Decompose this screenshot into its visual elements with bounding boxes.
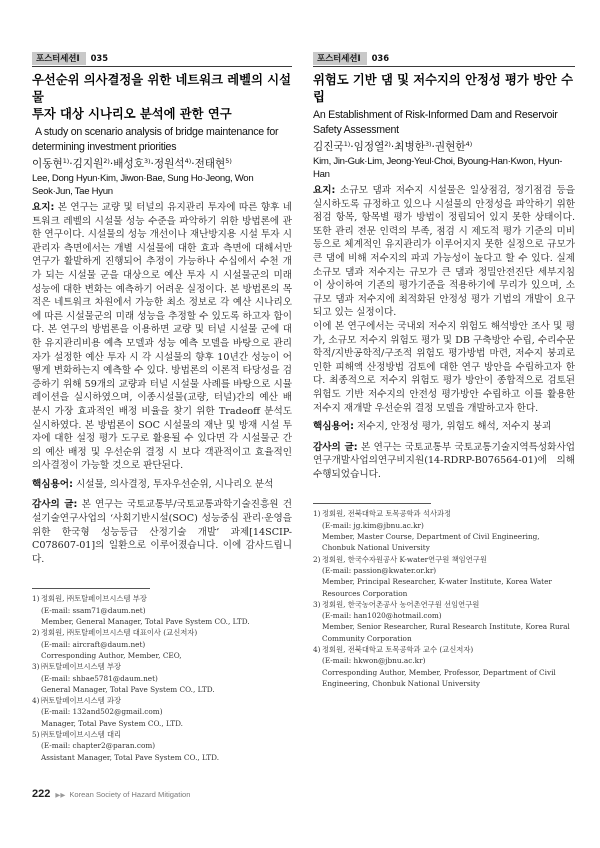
abstract <box>313 184 575 415</box>
session-label: 포스터세션Ⅰ <box>32 52 86 65</box>
footnote <box>32 695 292 729</box>
footnote-email: (E-mail: jg.kim@jbnu.ac.kr) <box>322 520 424 530</box>
article-title-korean <box>313 72 575 106</box>
acknowledgement <box>32 498 292 566</box>
abstract <box>32 201 292 473</box>
author-separator: · <box>390 141 395 153</box>
author-note-mark: 2) <box>103 157 110 165</box>
footnote-body <box>41 593 292 627</box>
article-035 <box>32 52 292 763</box>
article-title-english <box>313 108 575 138</box>
author-list-korean <box>32 157 292 172</box>
footnote-affiliation-english: Corresponding Author, Member, CEO, <box>41 650 182 660</box>
footnote-mark: 2) <box>313 554 321 564</box>
article-number: 036 <box>371 53 390 63</box>
acknowledgement-label: 감사의 글: <box>32 499 78 511</box>
footnote <box>313 599 575 644</box>
keywords <box>32 478 292 492</box>
session-header <box>32 52 292 67</box>
author-name: 김지원 <box>72 158 104 170</box>
title-line: A study on scenario analysis of bridge maintenance for <box>35 126 279 138</box>
footnote-email: (E-mail: passion@kwater.or.kr) <box>322 565 437 575</box>
footnote-mark: 4) <box>313 645 321 655</box>
footnote-affiliation-english: Corresponding Author, Member, Professor, Department of Civil Engineering, Chonbuk National University <box>322 667 556 688</box>
footnotes <box>32 593 292 762</box>
footnote-body <box>41 627 292 661</box>
footnote-mark: 3) <box>32 662 40 672</box>
keywords-label: 핵심용어: <box>313 421 354 433</box>
footnote-divider <box>313 503 431 504</box>
footnote-body <box>322 554 575 599</box>
footnote-affiliation-korean: ㈜토탈페이브시스템 과장 <box>41 696 122 706</box>
footnote-affiliation-english: Member, Master Course, Department of Civil Engineering, Chonbuk National University <box>322 532 540 553</box>
footnote <box>32 729 292 763</box>
footnote-affiliation-english: Manager, Total Pave System CO., LTD. <box>41 718 183 728</box>
footnote-affiliation-korean: 정회원, 한국수자원공사 K-water연구원 책임연구원 <box>322 554 487 564</box>
footnote <box>32 661 292 695</box>
author-name: 김진국 <box>313 141 344 153</box>
footnote-mark: 1) <box>313 509 321 519</box>
author-note-mark: 3) <box>424 140 432 148</box>
footnote-email: (E-mail: 132and502@gmail.com) <box>41 707 163 717</box>
double-arrow-icon: ▶▶ <box>55 791 66 799</box>
abstract-paragraph <box>32 201 292 473</box>
title-line: Safety Assessment <box>313 124 399 136</box>
title-line: 위험도 기반 댐 및 저수지의 안정성 평가 방안 수립 <box>313 73 573 104</box>
footnote-affiliation-korean: 정회원, 전북대학교 토목공학과 석사과정 <box>322 509 452 519</box>
acknowledgement-label: 감사의 글: <box>313 441 358 453</box>
footnote-body <box>322 644 575 689</box>
author-note-mark: 3) <box>143 157 151 165</box>
title-line: determining investment priorities <box>32 141 177 153</box>
footnote-affiliation-english: Member, Senior Researcher, Rural Research Institute, Korea Rural Community Corporation <box>322 622 570 643</box>
author-separator: · <box>431 141 435 153</box>
author-name: 배성호 <box>113 158 144 170</box>
footnote-email: (E-mail: chapter2@paran.com) <box>41 741 156 751</box>
author-list-english: Lee, Dong Hyun·Kim, Jiwon·Bae, Sung Ho·Jeong, Won Seok·Jun, Tae Hyun <box>32 173 254 197</box>
session-header <box>313 52 575 67</box>
footnote <box>313 508 575 553</box>
keywords <box>313 420 575 434</box>
keywords-text: 저수지, 안정성 평가, 위험도 해석, 저수지 붕괴 <box>356 421 552 433</box>
author-note-mark: 5) <box>225 157 232 165</box>
author-list-english: Kim, Jin-Guk·Lim, Jeong-Yeul·Choi, Byoung-Han·Kwon, Hyun-Han <box>313 156 563 180</box>
page-footer <box>32 788 191 800</box>
author-name: 정원석 <box>153 158 185 170</box>
footnote-affiliation-korean: 정회원, 한국농어촌공사 농어촌연구원 선임연구원 <box>322 599 480 609</box>
footnote <box>32 627 292 661</box>
page-number: 222 <box>32 788 51 800</box>
footnote-mark: 4) <box>32 696 40 706</box>
author-separator: · <box>350 141 354 153</box>
author-name: 권현한 <box>434 141 466 153</box>
footnote-affiliation-korean: ㈜토탈페이브시스템 대리 <box>41 730 122 739</box>
footnote-body <box>41 695 292 729</box>
footnote-affiliation-korean: 정회원, ㈜토탈페이브시스템 대표이사 (교신저자) <box>41 628 198 638</box>
author-list-korean <box>313 140 575 155</box>
keywords-label: 핵심용어: <box>32 478 73 490</box>
abstract-text: 본 연구는 교량 및 터널의 유지관리 투자에 따른 향후 네트워크 레벨의 시설물 성능 수준을 파악하기 위한 방법론에 관한 연구이다. 시설물의 성능 개선이나 재난방지용 시설 투자 시 관리자 측면에서는 개별 시설물에 대한 효과 측면에 대해서만 연구가 활발하게 진행되어 추정이 가능하나 수십에서 수천 개가 되는 시설물 군을 대상으로 예산 투자 시 시설물군의 미래 성능에 대한 변화는 예측하기 어려운 실정이다. 본 방법론의 목적은 네트워크 차원에서 가능한 최소 정보로 각 예산 시나리오에 따른 시설물군의 미래 성능을 추정할 수 있도록 하고자 함이다. 본 연구의 방법론을 이용하면 교량 및 터널 시설물 군에 대한 유지관리비용 예측 모델과 성능 예측 모델을 바탕으로 관리자가 설정한 예산 투자 시 각 시설물의 향후 10년간 성능이 어떻게 변화하는지 예측할 수 있다. 방법론의 이론적 타당성을 검증하기 위해 59개의 교량과 터널 시설물 사례를 바탕으로 시뮬레이션을 실시하였으며, 이종시설물(교량, 터널)간의 예산 배분시 가장 효과적인 배정 비율을 찾기 위한 Tradeoff 분석도 실시하였다. 본 방법론이 SOC 시설물의 재난 및 방재 시설 투자에 대한 설정 평가 도구로 활용될 수 있다면 각 시설물군 간의 예산 배정 및 우선순위 결정 시 보다 객관적이고 효율적인 의사결정이 가능할 것으로 판단된다. <box>32 202 292 472</box>
footnote-email: (E-mail: hkwon@jbnu.ac.kr) <box>322 656 426 666</box>
footnote-email: (E-mail: ssam71@daum.net) <box>41 605 146 615</box>
abstract-label: 요지: <box>313 185 336 196</box>
footnote-email: (E-mail: shbae5781@daum.net) <box>41 673 158 683</box>
keywords-text: 시설물, 의사결정, 투자우선순위, 시나리오 분석 <box>75 478 274 490</box>
footnote-divider <box>32 588 150 589</box>
abstract-label: 요지: <box>32 202 55 213</box>
footnote <box>313 644 575 689</box>
acknowledgement-text: 본 연구는 국토교통부 국토교통기술지역특성화사업 연구개발사업의연구비지원(14-RDRP-B076564-01)에 의해 수행되었습니다. <box>313 441 575 480</box>
footnote-email: (E-mail: han1020@hotmail.com) <box>322 611 442 621</box>
footnote-mark: 2) <box>32 628 40 638</box>
title-line: An Establishment of Risk-Informed Dam and Reservoir <box>313 109 558 121</box>
author-separator: · <box>69 158 73 170</box>
author-separator: · <box>150 158 154 170</box>
title-line: 투자 대상 시나리오 분석에 관한 연구 <box>32 107 232 121</box>
author-separator: · <box>109 158 114 170</box>
author-note-mark: 2) <box>384 140 391 148</box>
author-note-mark: 1) <box>62 157 70 165</box>
abstract-paragraph <box>313 184 575 320</box>
footnote-affiliation-korean: ㈜토탈페이브시스템 부장 <box>41 662 122 672</box>
author-note-mark: 4) <box>184 157 192 165</box>
footnote-body <box>322 508 575 553</box>
session-label: 포스터세션Ⅰ <box>313 52 367 65</box>
footnote-mark: 1) <box>32 594 40 604</box>
article-number: 035 <box>90 53 109 63</box>
footnote-affiliation-korean: 정회원, ㈜토탈페이브시스템 부장 <box>41 594 147 604</box>
footnote-body <box>41 661 292 695</box>
abstract-paragraph <box>313 320 575 415</box>
footnote-affiliation-english: Assistant Manager, Total Pave System CO., LTD. <box>41 752 220 762</box>
footnote <box>313 554 575 599</box>
author-note-mark: 1) <box>343 140 351 148</box>
author-name: 임정열 <box>353 141 385 153</box>
article-title-korean <box>32 72 292 123</box>
society-name: Korean Society of Hazard Mitigation <box>69 790 191 799</box>
author-separator: · <box>191 158 195 170</box>
footnote-affiliation-english: Member, General Manager, Total Pave System CO., LTD. <box>41 617 250 627</box>
abstract-text: 이에 본 연구에서는 국내외 저수지 위험도 해석방안 조사 및 평가, 소규모 저수지 위험도 평가 및 DB 구축방안 수립, 수리수문학적/지반공학적/구조적 위험도 평가방법 마련, 저수지 붕괴로 인한 피해액 산정방법 검토에 대한 연구 방안을 수립하고자 한다. 최종적으로 저수지 위험도 평가 방안이 종합적으로 검토된 위험도 기반 저수지의 안전성 평가방안 수립하고 이를 활용한 저수지 재개발 우선순위 결정 모델을 개발하고자 한다. <box>313 320 575 414</box>
footnote-affiliation-english: General Manager, Total Pave System CO., LTD. <box>41 684 215 694</box>
abstract-text: 소규모 댐과 저수지 시설물은 일상점검, 정기점검 등을 실시하도록 규정하고 있으나 시설물의 안정성을 파악하기 위한 점검 항목, 항목별 평가 방법이 정립되어 있지 못한 상태이다. 또한 관리 전문 인력의 부족, 점검 시 제도적 평가 기준의 미비 등으로 체계적인 유지관리가 이루어지지 못한 실정으로 규모가 큰 댐에 비해 저수지의 파괴 가능성이 높다고 할 수 있다. 실제 소규모 댐과 저수지는 규모가 큰 댐과 정밀안전진단 세부지침이 상이하여 기존의 평가기준을 적용하기에 무리가 있으며, 소규모 댐과 저수지에 최적화된 안정성 평가 기법의 개발이 요구되고 있는 실정이다. <box>313 185 575 319</box>
footnote-affiliation-korean: 정회원, 전북대학교 토목공학과 교수 (교신저자) <box>322 645 474 655</box>
footnote <box>32 593 292 627</box>
acknowledgement-text: 본 연구는 국토교통부/국토교통과학기술진흥원 건설기술연구사업의 ‘사회기반시설(SOC) 성능중심 관리·운영을 위한 한국형 성능등급 산정기술 개발’ 과제[14SCIP-C078607-01]의 일환으로 이루어졌습니다. 이에 감사드립니다. <box>32 499 292 565</box>
author-name: 최병한 <box>394 141 425 153</box>
author-name: 이동현 <box>32 158 63 170</box>
article-title-english <box>32 125 292 155</box>
acknowledgement <box>313 441 575 482</box>
footnote-affiliation-english: Member, Principal Researcher, K-water Institute, Korea Water Resources Corporation <box>322 577 552 598</box>
footnote-body <box>41 729 292 763</box>
footnote-email: (E-mail: aircraft@daum.net) <box>41 639 146 649</box>
footnote-mark: 3) <box>313 599 321 609</box>
author-name: 전태현 <box>194 158 226 170</box>
article-036 <box>313 52 575 689</box>
title-line: 우선순위 의사결정을 위한 네트워크 레벨의 시설물 <box>32 73 291 104</box>
footnote-body <box>322 599 575 644</box>
footnotes <box>313 508 575 689</box>
author-note-mark: 4) <box>465 140 473 148</box>
footnote-mark: 5) <box>32 730 40 739</box>
